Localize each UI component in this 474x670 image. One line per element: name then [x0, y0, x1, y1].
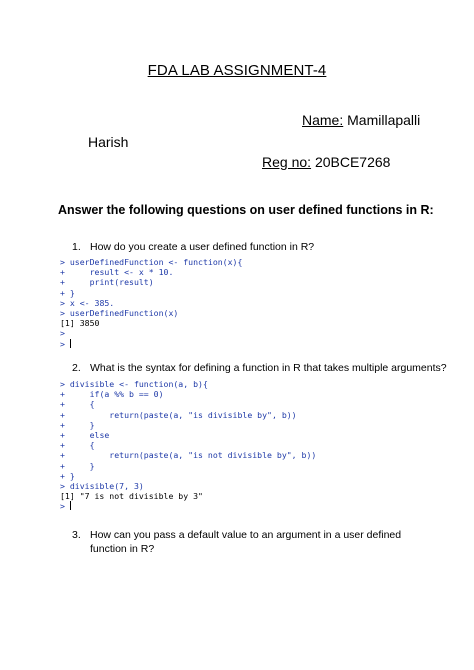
console-prompt: + — [60, 440, 65, 451]
console-prompt: > — [60, 338, 65, 349]
console-prompt: + — [60, 399, 65, 410]
code-text: return(paste(a, "is divisible by", b)) — [64, 409, 297, 420]
text-cursor-icon — [70, 501, 72, 510]
code-text: userDefinedFunction <- function(x){ — [64, 257, 243, 267]
code-line — [60, 410, 316, 420]
code-line — [60, 339, 242, 349]
code-line — [60, 298, 242, 308]
code-text: divisible(7, 3) — [64, 481, 144, 492]
code-line — [60, 461, 316, 471]
code-text: print(result) — [64, 277, 154, 288]
code-text: divisible <- function(a, b){ — [64, 379, 208, 389]
code-output-line — [60, 318, 242, 328]
code-text: [1] "7 is not divisible by 3" — [60, 491, 203, 502]
code-line — [60, 501, 316, 511]
console-prompt: > — [60, 481, 65, 492]
code-text: } — [64, 460, 95, 471]
code-block-1 — [60, 257, 242, 349]
console-prompt: + — [60, 430, 65, 441]
code-text: if(a %% b == 0) — [64, 389, 164, 400]
code-text: { — [64, 440, 95, 451]
console-prompt: > — [60, 308, 65, 319]
code-text: x <- 385. — [64, 297, 115, 308]
question-1 — [72, 240, 315, 254]
question-number: 3. — [72, 529, 81, 541]
code-line — [60, 328, 242, 338]
code-output-line — [60, 491, 316, 501]
code-text: { — [64, 399, 95, 410]
name-label: Name: — [302, 112, 344, 128]
console-prompt: > — [60, 501, 65, 512]
code-line — [60, 267, 242, 277]
code-line — [60, 450, 316, 460]
question-2 — [72, 361, 447, 375]
console-prompt: + — [60, 419, 65, 430]
code-line — [60, 257, 242, 267]
console-prompt: > — [60, 297, 65, 308]
console-prompt: + — [60, 470, 65, 481]
name-line — [302, 112, 420, 128]
question-text: How do you create a user defined function in R? — [90, 241, 315, 253]
code-line — [60, 308, 242, 318]
name-value: Mamillapalli — [347, 112, 421, 128]
console-prompt: + — [60, 277, 65, 288]
code-line — [60, 440, 316, 450]
reg-line — [262, 154, 390, 170]
console-prompt: + — [60, 267, 65, 278]
console-prompt: > — [60, 257, 65, 267]
code-line — [60, 288, 242, 298]
name-value-continued: Harish — [88, 134, 129, 150]
code-text: } — [64, 287, 75, 298]
console-prompt: + — [60, 287, 65, 298]
code-line — [60, 430, 316, 440]
code-text: else — [64, 430, 110, 441]
console-prompt: + — [60, 389, 65, 400]
code-text: result <- x * 10. — [64, 267, 174, 278]
code-line — [60, 471, 316, 481]
document-title: FDA LAB ASSIGNMENT-4 — [147, 62, 327, 79]
code-line — [60, 379, 316, 389]
console-prompt: + — [60, 450, 65, 461]
code-text: } — [64, 419, 95, 430]
code-text: return(paste(a, "is not divisible by", b)) — [64, 450, 317, 461]
question-number: 2. — [72, 362, 81, 374]
reg-label: Reg no: — [262, 154, 312, 170]
console-prompt: + — [60, 460, 65, 471]
code-text: [1] 3850 — [60, 318, 100, 329]
code-text: userDefinedFunction(x) — [64, 308, 179, 319]
console-prompt: > — [60, 328, 65, 339]
section-heading: Answer the following questions on user defined functions in R: — [58, 203, 434, 217]
question-text: How can you pass a default value to an argument in a user defined function in R? — [90, 529, 402, 555]
question-number: 1. — [72, 241, 81, 253]
console-prompt: > — [60, 379, 65, 389]
code-line — [60, 481, 316, 491]
reg-value: 20BCE7268 — [314, 154, 391, 170]
code-line — [60, 277, 242, 287]
question-text: What is the syntax for defining a function in R that takes multiple arguments? — [90, 362, 447, 374]
code-text: } — [64, 470, 75, 481]
question-3 — [72, 528, 402, 555]
code-line — [60, 420, 316, 430]
code-line — [60, 399, 316, 409]
text-cursor-icon — [70, 339, 72, 348]
console-prompt: + — [60, 409, 65, 420]
code-line — [60, 389, 316, 399]
code-block-2 — [60, 379, 316, 512]
